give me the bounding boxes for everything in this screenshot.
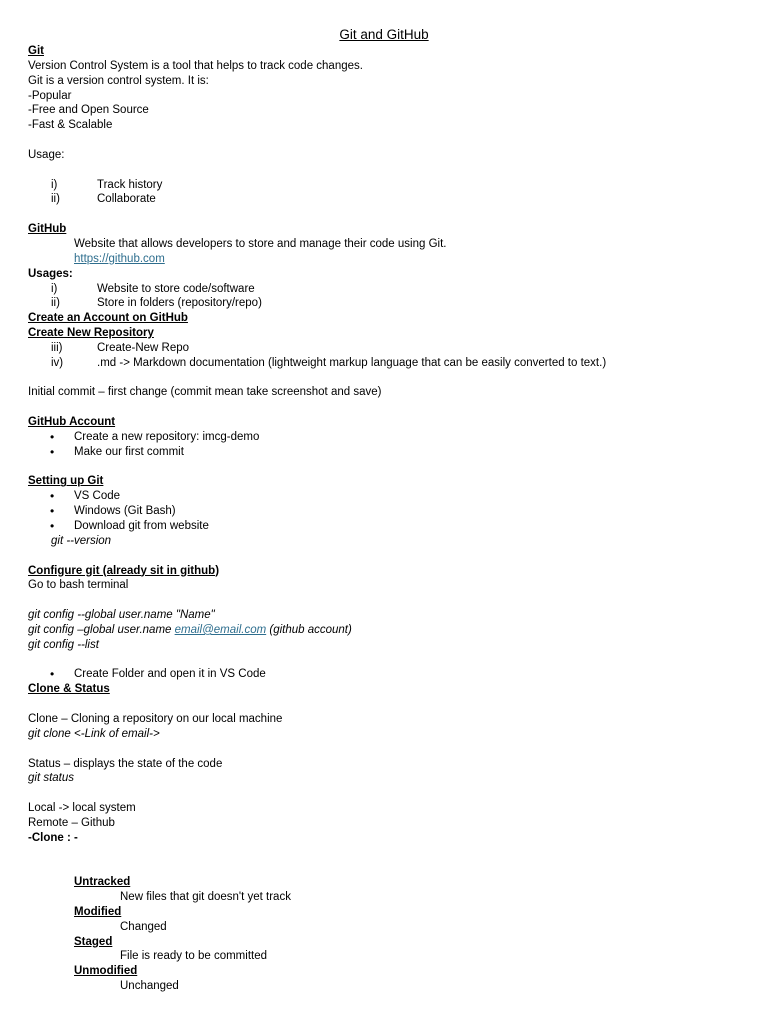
state-description: Unchanged: [120, 980, 179, 993]
bullet-item: [28, 504, 748, 519]
state-name: Untracked: [74, 876, 131, 889]
bullet-text: Create a new repository: imcg-demo: [74, 430, 260, 443]
list-item: [28, 178, 748, 193]
list-number: i): [51, 282, 58, 295]
clone-command: git clone <-Link of email->: [28, 727, 160, 740]
bullet-text: Windows (Git Bash): [74, 505, 176, 518]
git-line: Version Control System is a tool that helps to track code changes.: [28, 59, 363, 72]
bullet-text: Download git from website: [74, 520, 209, 532]
bullet-glyph: •: [50, 489, 55, 504]
clone-status-heading: Clone & Status: [28, 683, 110, 696]
usage-label: Usage:: [28, 148, 65, 161]
list-item: [28, 356, 748, 371]
list-text: Website to store code/software: [97, 282, 255, 295]
state-name: Modified: [74, 905, 122, 918]
configure-intro: Go to bash terminal: [28, 579, 129, 592]
state-description: Changed: [120, 920, 167, 933]
list-number: ii): [51, 297, 60, 310]
list-number: iv): [51, 356, 64, 369]
bullet-glyph: •: [50, 429, 55, 444]
config-command-suffix: (github account): [266, 623, 352, 636]
config-command-email: [28, 623, 748, 638]
list-item: [28, 296, 748, 311]
email-link[interactable]: email@email.com: [174, 623, 267, 636]
clone-label: -Clone : -: [28, 831, 78, 844]
list-item: [28, 341, 748, 356]
bullet-text: VS Code: [74, 490, 121, 503]
list-number: ii): [51, 193, 60, 206]
bullet-glyph: •: [50, 519, 55, 533]
list-text: Track history: [97, 178, 163, 191]
github-account-heading: GitHub Account: [28, 416, 116, 429]
create-repo-heading: Create New Repository: [28, 327, 154, 340]
version-command: git --version: [51, 534, 112, 547]
config-command: git config --list: [28, 638, 99, 651]
bullet-item: [28, 667, 748, 682]
bullet-item: [28, 489, 748, 504]
bullet-glyph: •: [50, 444, 55, 459]
git-line: -Fast & Scalable: [28, 119, 113, 132]
list-text: Collaborate: [97, 193, 156, 206]
usages-label: Usages:: [28, 267, 73, 280]
document-title: Git and GitHub: [339, 27, 429, 42]
list-number: iii): [51, 341, 63, 354]
state-description: New files that git doesn't yet track: [120, 891, 291, 904]
bullet-glyph: •: [50, 667, 55, 682]
list-item: [28, 192, 748, 207]
git-line: Git is a version control system. It is:: [28, 74, 209, 87]
list-text: Create-New Repo: [97, 341, 190, 354]
bullet-text: Make our first commit: [74, 445, 184, 458]
local-line: Local -> local system: [28, 802, 136, 815]
create-account-heading: Create an Account on GitHub: [28, 312, 188, 325]
status-command: git status: [28, 772, 75, 785]
state-name: Staged: [74, 935, 113, 948]
config-command-prefix: git config –global user.name: [28, 623, 175, 636]
commit-note: Initial commit – first change (commit mean take screenshot and save): [28, 386, 382, 399]
status-description: Status – displays the state of the code: [28, 757, 223, 770]
bullet-glyph: •: [50, 504, 55, 519]
list-number: i): [51, 178, 58, 191]
list-text: Store in folders (repository/repo): [97, 297, 262, 310]
git-line: -Free and Open Source: [28, 104, 149, 117]
config-command: git config --global user.name "Name": [28, 609, 215, 622]
state-description: File is ready to be committed: [120, 950, 268, 963]
bullet-item: [28, 430, 748, 445]
setup-heading: Setting up Git: [28, 475, 104, 488]
github-heading: GitHub: [28, 223, 67, 236]
github-link[interactable]: https://github.com: [74, 252, 165, 265]
list-text: .md -> Markdown documentation (lightweight markup language that can be easily converted to text.): [97, 356, 607, 369]
bullet-item: [28, 519, 748, 534]
bullet-text: Create Folder and open it in VS Code: [74, 668, 266, 681]
list-item: [28, 282, 748, 297]
configure-heading: Configure git (already sit in github): [28, 564, 220, 577]
git-heading: Git: [28, 45, 44, 57]
github-description: Website that allows developers to store and manage their code using Git.: [74, 237, 447, 250]
state-name: Unmodified: [74, 965, 138, 978]
document-page: [28, 26, 748, 994]
bullet-item: [28, 445, 748, 460]
git-line: -Popular: [28, 89, 72, 102]
clone-description: Clone – Cloning a repository on our local machine: [28, 712, 283, 725]
remote-line: Remote – Github: [28, 816, 115, 829]
